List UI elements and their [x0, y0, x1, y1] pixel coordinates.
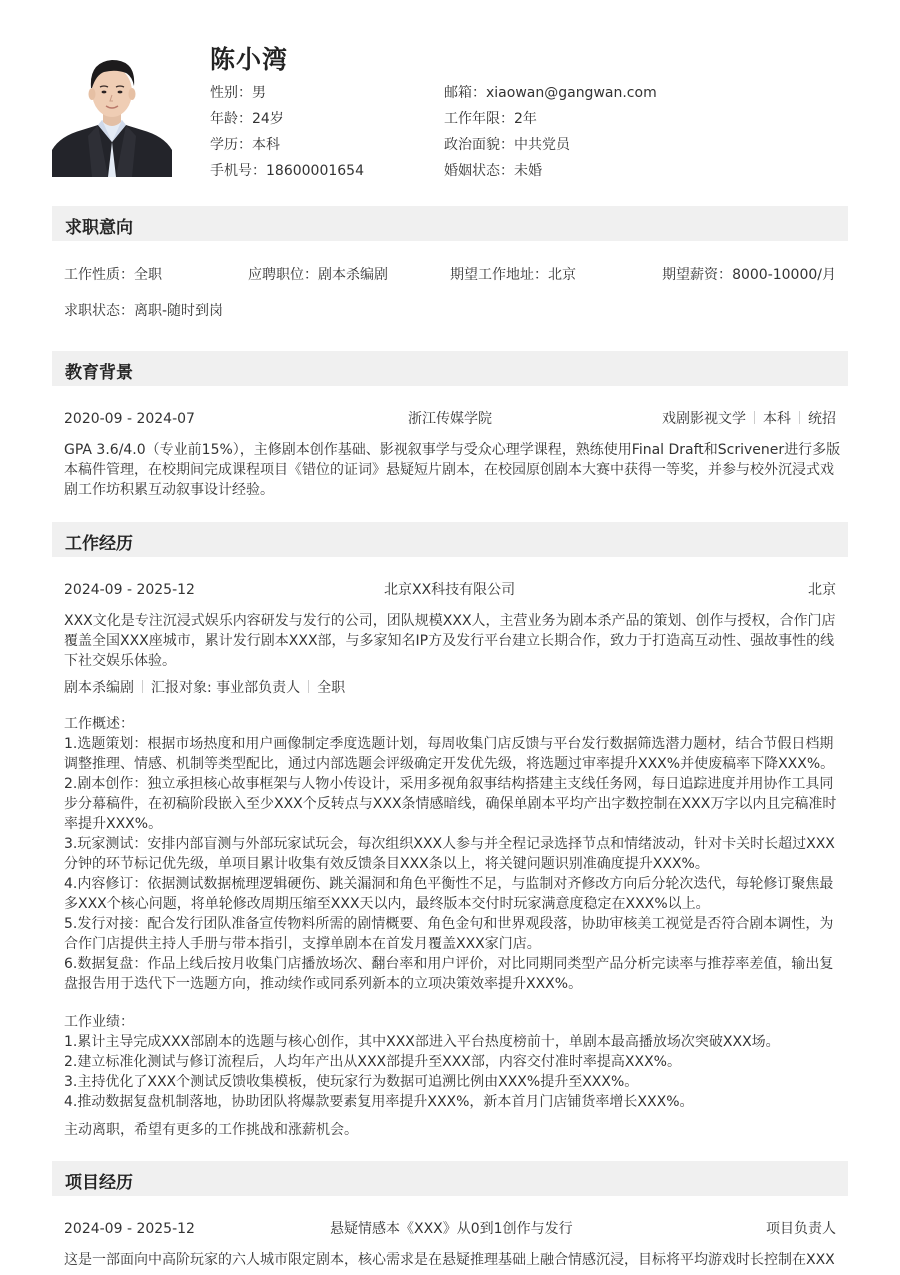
political-value: 中共党员	[514, 137, 570, 153]
text-line: 本稿件管理，在校期间完成课程项目《错位的证词》悬疑短片剧本，在校园原创剧本大赛中获得一等奖，并参与校外沉浸式戏	[64, 462, 834, 478]
leave-reason	[64, 1120, 838, 1140]
intent-status	[64, 302, 223, 320]
education-period: 2020-09 - 2024-07	[64, 411, 195, 427]
phone-field	[210, 162, 364, 180]
portrait-illustration	[52, 46, 172, 177]
work-achievements	[64, 1012, 838, 1112]
text-line: 率提升XXX%。	[64, 816, 163, 832]
degree: 本科	[763, 411, 791, 427]
text-line: 主动离职，希望有更多的工作挑战和涨薪机会。	[64, 1122, 358, 1138]
divider	[142, 680, 143, 693]
project-period: 2024-09 - 2025-12	[64, 1221, 195, 1237]
education-value: 本科	[252, 137, 280, 153]
age-field	[210, 110, 284, 128]
text-line: 1.选题策划：根据市场热度和用户画像制定季度选题计划，每周收集门店反馈与平台发行数据筛选潜力题材，结合节假日档期	[64, 736, 834, 752]
intent-location-label: 期望工作地址：	[450, 267, 548, 283]
resume-header	[52, 40, 848, 180]
divider	[308, 680, 309, 693]
intent-location-value: 北京	[548, 267, 576, 283]
section-title: 项目经历	[65, 1173, 133, 1193]
text-line: 4.推动数据复盘机制落地，协助团队将爆款要素复用率提升XXX%，新本首月门店铺货率增长XXX%。	[64, 1094, 694, 1110]
info-row	[210, 110, 830, 136]
divider	[799, 411, 800, 424]
education-description	[64, 440, 841, 500]
major: 戏剧影视文学	[662, 411, 746, 427]
intent-status-label: 求职状态：	[64, 303, 134, 319]
company-name: 北京XX科技有限公司	[384, 582, 516, 598]
education-details	[662, 410, 836, 428]
political-label: 政治面貌：	[444, 137, 514, 153]
work-period: 2024-09 - 2025-12	[64, 582, 195, 598]
portrait-photo	[52, 46, 172, 177]
text-line: 工作业绩：	[64, 1014, 134, 1030]
intent-salary	[662, 266, 836, 284]
text-line: 2.剧本创作：独立承担核心故事框架与人物小传设计，采用多视角叙事结构搭建主支线任务网，每日追踪进度并用协作工具同	[64, 776, 834, 792]
age-value: 24岁	[252, 111, 284, 127]
text-line: 2.建立标准化测试与修订流程后，人均年产出从XXX部提升至XXX部，内容交付准时率提高XXX%。	[64, 1054, 681, 1070]
work-years-label: 工作年限：	[444, 111, 514, 127]
text-line: 多XXX个核心问题，将单轮修改周期压缩至XXX天以内，最终版本交付时玩家满意度稳定在XXX%以上。	[64, 896, 710, 912]
text-line: 步分幕稿件，在初稿阶段嵌入至少XXX个反转点与XXX条情感暗线，确保单剧本平均产出字数控制在XXX万字以内且完稿准时	[64, 796, 837, 812]
intent-type-label: 工作性质：	[64, 267, 134, 283]
education-field	[210, 136, 280, 154]
email-label: 邮箱：	[444, 85, 486, 101]
project-role: 项目负责人	[766, 1221, 836, 1237]
section-header-project	[52, 1161, 848, 1196]
text-line: 3.玩家测试：安排内部盲测与外部玩家试玩会，每次组织XXX人参与并全程记录选择节点和情绪波动，针对卡关时长超过XXX	[64, 836, 835, 852]
text-line: 工作概述：	[64, 716, 134, 732]
text-line: 剧工作坊积累互动叙事设计经验。	[64, 482, 274, 498]
intent-position-label: 应聘职位：	[248, 267, 318, 283]
candidate-name: 陈小湾	[210, 45, 289, 74]
text-line: 下社交娱乐体验。	[64, 653, 176, 669]
gender-value: 男	[252, 85, 266, 101]
marital-label: 婚姻状态：	[444, 163, 514, 179]
intent-type-value: 全职	[134, 267, 162, 283]
text-line: 4.内容修订：依据测试数据梳理逻辑硬伤、跳关漏洞和角色平衡性不足，与监制对齐修改方向后分轮次迭代，每轮修订聚焦最	[64, 876, 834, 892]
work-years-field	[444, 110, 537, 128]
marital-value: 未婚	[514, 163, 542, 179]
intent-position-value: 剧本杀编剧	[318, 267, 388, 283]
text-line: 5.发行对接：配合发行团队准备宣传物料所需的剧情概要、角色金句和世界观段落，协助审核美工视觉是否符合剧本调性，为	[64, 916, 834, 932]
school-name: 浙江传媒学院	[408, 411, 492, 427]
intent-salary-label: 期望薪资：	[662, 267, 733, 283]
job-role: 剧本杀编剧	[64, 680, 134, 696]
text-line: 1.累计主导完成XXX部剧本的选题与核心创作，其中XXX部进入平台热度榜前十，单剧本最高播放场次突破XXX场。	[64, 1034, 780, 1050]
company-description	[64, 611, 838, 671]
info-row	[210, 84, 830, 110]
section-title: 工作经历	[65, 534, 133, 554]
political-field	[444, 136, 570, 154]
phone-label: 手机号：	[210, 163, 266, 179]
text-line: 这是一部面向中高阶玩家的六人城市限定剧本，核心需求是在悬疑推理基础上融合情感沉浸，目标将平均游戏时长控制在XXX	[64, 1252, 835, 1268]
study-mode: 统招	[808, 411, 836, 427]
education-label: 学历：	[210, 137, 252, 153]
text-line: 合作门店提供主持人手册与带本指引，支撑单剧本在首发月覆盖XXX家门店。	[64, 936, 541, 952]
section-header-intent	[52, 206, 848, 241]
email-value: xiaowan@gangwan.com	[486, 85, 657, 101]
section-header-work	[52, 522, 848, 557]
gender-label: 性别：	[210, 85, 252, 101]
text-line: 调整推理、情感、机制等类型配比，通过内部选题会评级确定开发优先级，将选题过审率提升XXX%并使废稿率下降XXX%。	[64, 756, 835, 772]
text-line: 覆盖全国XXX座城市，累计发行剧本XXX部，与多家知名IP方及发行平台建立长期合作，致力于打造高互动性、强故事性的线	[64, 633, 835, 649]
project-description	[64, 1250, 838, 1270]
intent-status-value: 离职-随时到岗	[134, 303, 224, 319]
info-row	[210, 136, 830, 162]
email-field	[444, 84, 657, 102]
intent-type	[64, 266, 162, 284]
text-line: 3.主持优化了XXX个测试反馈收集模板，使玩家行为数据可追溯比例由XXX%提升至XXX%。	[64, 1074, 639, 1090]
intent-location	[450, 266, 576, 284]
phone-value: 18600001654	[266, 163, 364, 179]
age-label: 年龄：	[210, 111, 252, 127]
section-title: 教育背景	[65, 363, 133, 383]
basic-info	[210, 84, 830, 188]
work-overview	[64, 714, 838, 994]
text-line: XXX文化是专注沉浸式娱乐内容研发与发行的公司，团队规模XXX人，主营业务为剧本杀产品的策划、创作与授权，合作门店	[64, 613, 836, 629]
work-years-value: 2年	[514, 111, 537, 127]
info-row	[210, 162, 830, 188]
gender-field	[210, 84, 266, 102]
project-name: 悬疑情感本《XXX》从0到1创作与发行	[330, 1221, 573, 1237]
divider	[754, 411, 755, 424]
marital-field	[444, 162, 542, 180]
text-line: GPA 3.6/4.0（专业前15%），主修剧本创作基础、影视叙事学与受众心理学课程，熟练使用Final Draft和Scrivener进行多版	[64, 442, 841, 458]
intent-position	[248, 266, 388, 284]
text-line: 分钟的环节标记优先级，单项目累计收集有效反馈条目XXX条以上，将关键问题识别准确度提升XXX%。	[64, 856, 709, 872]
work-city: 北京	[808, 582, 836, 598]
intent-salary-value: 8000-10000/月	[732, 267, 836, 283]
section-title: 求职意向	[65, 218, 133, 238]
report-to: 汇报对象: 事业部负责人	[151, 680, 301, 696]
section-header-education	[52, 351, 848, 386]
work-role-info	[64, 679, 345, 697]
job-type: 全职	[317, 680, 346, 696]
text-line: 盘报告用于迭代下一选题方向，推动续作或同系列新本的立项决策效率提升XXX%。	[64, 976, 583, 992]
text-line: 6.数据复盘：作品上线后按月收集门店播放场次、翻台率和用户评价，对比同期同类型产品分析完读率与推荐率差值，输出复	[64, 956, 834, 972]
